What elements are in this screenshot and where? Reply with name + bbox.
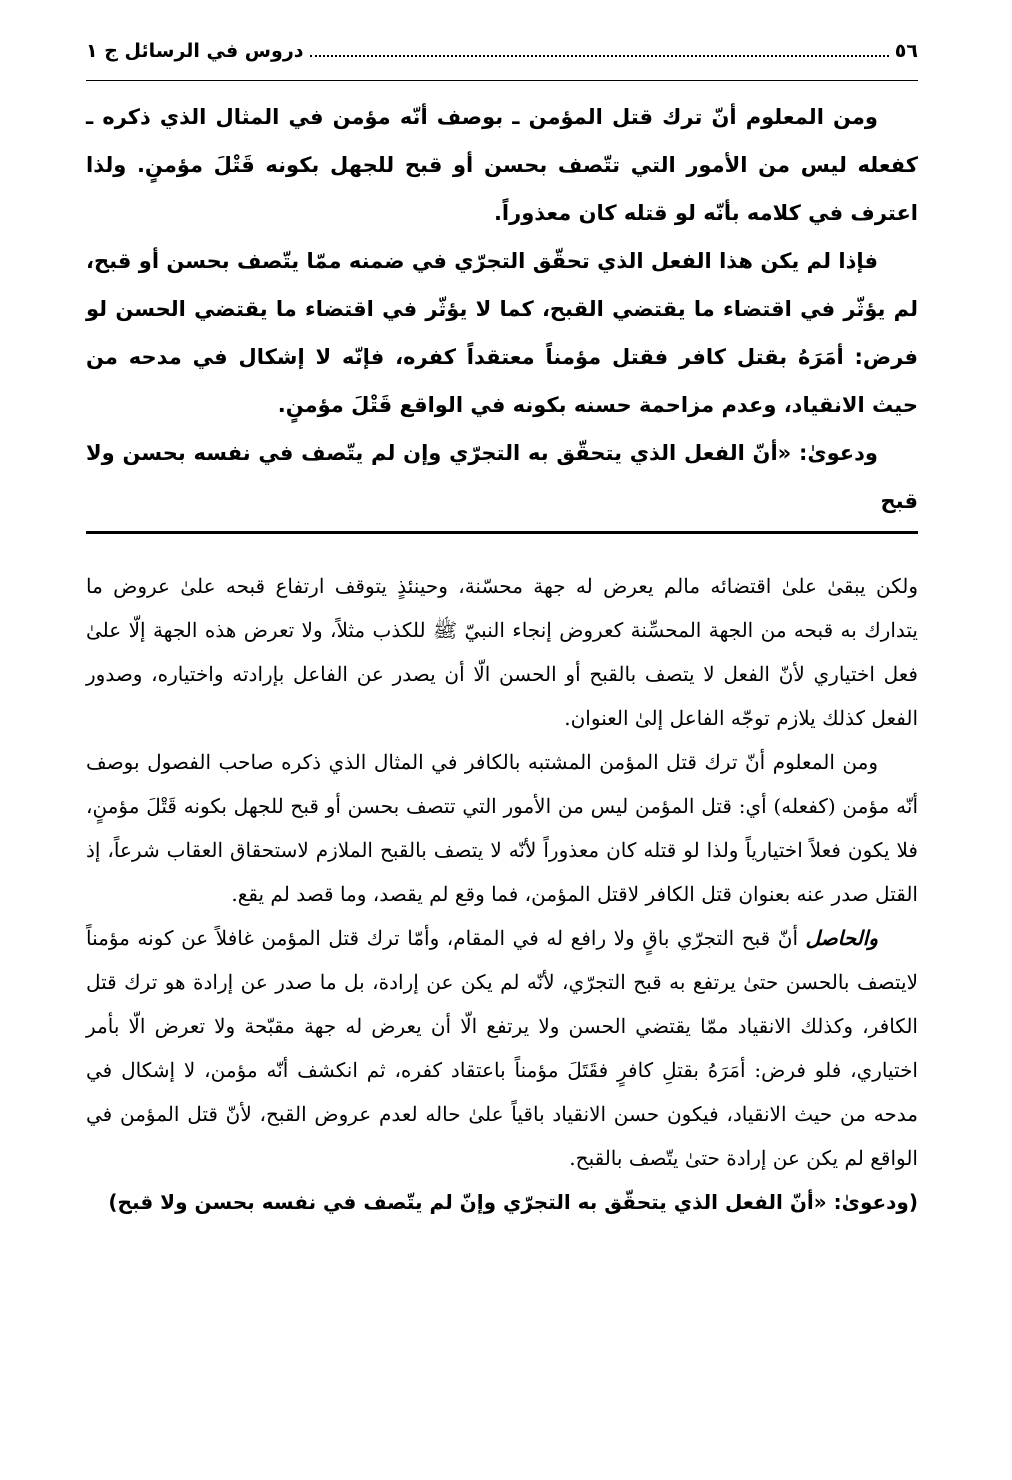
main-paragraph: فإذا لم يكن هذا الفعل الذي تحقّق التجرّي في ضمنه ممّا يتّصف بحسن أو قبح، لم يؤثّر في اقتضاء ما يقتضي القبح، كما لا يؤثّر في اقتضاء ما يقتضي الحسن لو فرض: أمَرَهُ بقتل كافر فقتل مؤمناً معتقداً كفره، فإنّه لا إشكال في مدحه من حيث الانقياد، وعدم مزاحمة حسنه بكونه في الواقع قَتْلَ مؤمنٍ. — [86, 249, 918, 417]
summary-lead: والحاصل — [805, 926, 878, 950]
commentary-text — [86, 564, 918, 1224]
book-title: دروس في الرسائل ج ١ — [86, 40, 304, 62]
commentary-paragraph: ومن المعلوم أنّ ترك قتل المؤمن المشتبه بالكافر في المثال الذي ذكره صاحب الفصول بوصف أنّه مؤمن (كفعله) أي: قتل المؤمن ليس من الأمور التي تتصف بحسن أو قبح للجهل بكونه قَتْلَ مؤمنٍ، فلا يكون فعلاً اختيارياً ولذا لو قتله كان معذوراً لأنّه لا يتصف بالقبح الملازم لاستحقاق العقاب شرعاً، إذ القتل صدر عنه بعنوان قتل الكافر لاقتل المؤمن، فما وقع لم يقصد، وما قصد لم يقع. — [86, 750, 918, 906]
main-paragraph: ودعوىٰ: «أنّ الفعل الذي يتحقّق به التجرّي وإن لم يتّصف في نفسه بحسن ولا قبح — [86, 441, 918, 513]
quoted-claim: (ودعوىٰ: «أنّ الفعل الذي يتحقّق به التجرّي وإنّ لم يتّصف في نفسه بحسن ولا قبح) — [108, 1190, 918, 1214]
header-dot-leader — [310, 54, 889, 57]
separator-line — [86, 531, 918, 534]
running-header — [86, 40, 918, 81]
main-text — [86, 93, 918, 525]
commentary-paragraph: ولكن يبقىٰ علىٰ اقتضائه مالم يعرض له جهة محسّنة، وحينئذٍ يتوقف ارتفاع قبحه علىٰ عروض ما يتدارك به قبحه من الجهة المحسِّنة كعروض إنجاء النبيّ ﷺ للكذب مثلاً، ولا تعرض هذه الجهة إلّا علىٰ فعل اختياري لأنّ الفعل لا يتصف بالقبح أو الحسن الّا أن يصدر عن الفاعل بإرادته واختياره، وصدور الفعل كذلك يلازم توجّه الفاعل إلىٰ العنوان. — [86, 574, 918, 730]
page-number: ٥٦ — [894, 40, 918, 62]
summary-text: أنّ قبح التجرّي باقٍ ولا رافع له في المقام، وأمّا ترك قتل المؤمن غافلاً عن كونه مؤمناً لايتصف بالحسن حتىٰ يرتفع به قبح التجرّي، لأنّه لم يكن عن إرادة، بل ما صدر عن إرادة هو ترك قتل الكافر، وكذلك الانقياد ممّا يقتضي الحسن ولا يرتفع الّا أن يعرض له جهة مقبّحة ولا تعرض الّا بأمر اختياري، فلو فرض: أمَرَهُ بقتلِ كافرٍ فقَتَلَ مؤمناً باعتقاد كفره، ثم انكشف أنّه مؤمن، لا إشكال في مدحه من حيث الانقياد، فيكون حسن الانقياد باقياً علىٰ حاله لعدم عروض القبح، لأنّ قتل المؤمن في الواقع لم يكن عن إرادة حتىٰ يتّصف بالقبح. — [86, 926, 918, 1170]
main-paragraph: ومن المعلوم أنّ ترك قتل المؤمن ـ بوصف أنّه مؤمن في المثال الذي ذكره ـ كفعله ليس من الأمور التي تتّصف بحسن أو قبح للجهل بكونه قَتْلَ مؤمنٍ. ولذا اعترف في كلامه بأنّه لو قتله كان معذوراً. — [86, 105, 918, 225]
commentary-paragraph — [86, 916, 918, 1180]
